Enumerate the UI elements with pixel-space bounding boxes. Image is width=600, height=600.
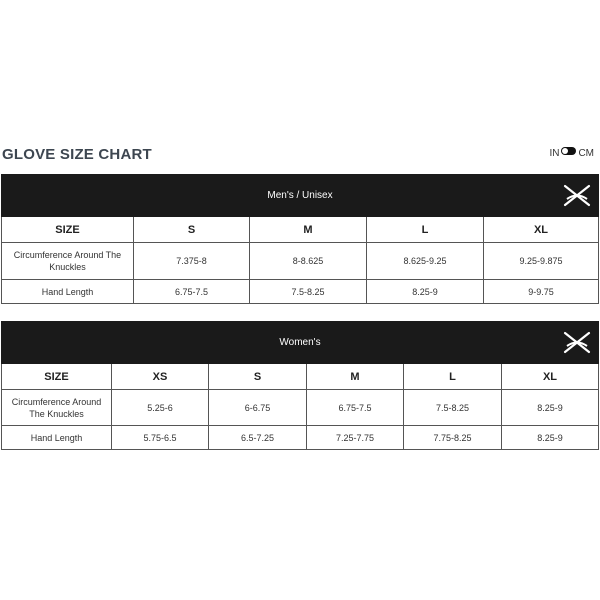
table-cell: 6.75-7.5 bbox=[307, 390, 404, 426]
mens-column-header-row bbox=[2, 217, 599, 243]
table-cell: 7.25-7.75 bbox=[307, 426, 404, 450]
womens-col-l: L bbox=[404, 364, 502, 390]
unit-switch[interactable] bbox=[561, 147, 576, 155]
table-cell: 7.375-8 bbox=[134, 243, 250, 280]
table-cell: 7.5-8.25 bbox=[250, 280, 367, 304]
table-row bbox=[2, 426, 599, 450]
table-row bbox=[2, 390, 599, 426]
table-cell: 5.75-6.5 bbox=[112, 426, 209, 450]
page-title: GLOVE SIZE CHART bbox=[2, 146, 152, 163]
mens-col-xl: XL bbox=[484, 217, 599, 243]
table-cell: 8-8.625 bbox=[250, 243, 367, 280]
mens-col-l: L bbox=[367, 217, 484, 243]
table-cell: 6.75-7.5 bbox=[134, 280, 250, 304]
mens-size-table bbox=[1, 174, 599, 304]
womens-header-label: Women's bbox=[279, 336, 321, 348]
mens-col-s: S bbox=[134, 217, 250, 243]
table-cell: 9.25-9.875 bbox=[484, 243, 599, 280]
table-cell: 7.75-8.25 bbox=[404, 426, 502, 450]
table-cell: 8.25-9 bbox=[367, 280, 484, 304]
table-cell: 5.25-6 bbox=[112, 390, 209, 426]
table-row bbox=[2, 243, 599, 280]
unit-label-cm: CM bbox=[578, 148, 594, 159]
mens-header-label: Men's / Unisex bbox=[267, 189, 333, 201]
row-label: Hand Length bbox=[2, 426, 112, 450]
unit-toggle[interactable] bbox=[549, 148, 594, 159]
table-cell: 6.5-7.25 bbox=[209, 426, 307, 450]
mens-col-size: SIZE bbox=[2, 217, 134, 243]
table-cell: 7.5-8.25 bbox=[404, 390, 502, 426]
table-row bbox=[2, 280, 599, 304]
mens-table-header bbox=[2, 175, 599, 217]
table-cell: 6-6.75 bbox=[209, 390, 307, 426]
row-label: Circumference Around The Knuckles bbox=[2, 390, 112, 426]
unit-label-in: IN bbox=[549, 148, 560, 159]
unit-switch-knob bbox=[562, 148, 568, 154]
womens-table-header bbox=[2, 322, 599, 364]
mens-col-m: M bbox=[250, 217, 367, 243]
womens-column-header-row bbox=[2, 364, 599, 390]
row-label: Hand Length bbox=[2, 280, 134, 304]
brand-logo-icon bbox=[562, 330, 592, 356]
brand-logo-icon bbox=[562, 183, 592, 209]
womens-col-size: SIZE bbox=[2, 364, 112, 390]
womens-size-table bbox=[1, 321, 599, 450]
womens-col-s: S bbox=[209, 364, 307, 390]
table-cell: 8.625-9.25 bbox=[367, 243, 484, 280]
womens-col-xl: XL bbox=[502, 364, 599, 390]
table-cell: 8.25-9 bbox=[502, 390, 599, 426]
womens-col-m: M bbox=[307, 364, 404, 390]
row-label: Circumference Around The Knuckles bbox=[2, 243, 134, 280]
table-cell: 9-9.75 bbox=[484, 280, 599, 304]
table-cell: 8.25-9 bbox=[502, 426, 599, 450]
womens-col-xs: XS bbox=[112, 364, 209, 390]
